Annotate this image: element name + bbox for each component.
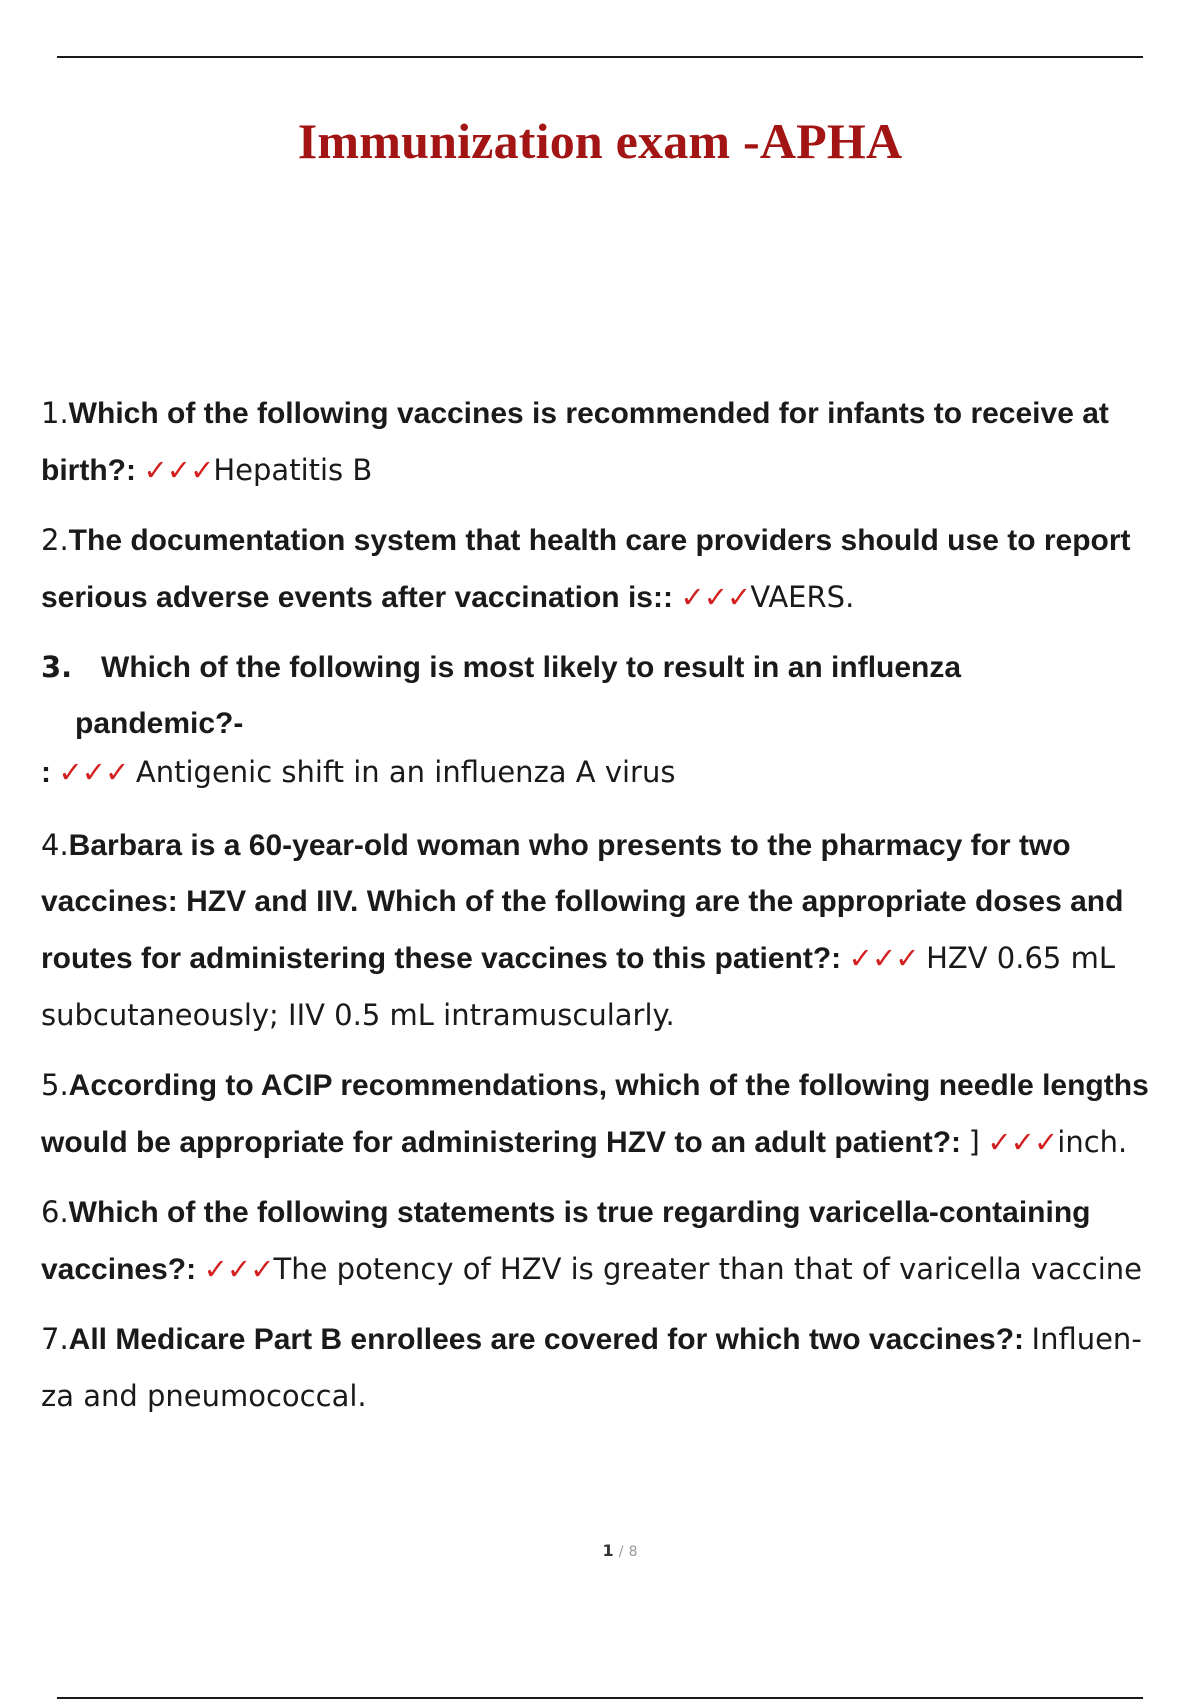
question-text: Which of the following vaccines is recommended for infants to receive at birth?:: [41, 397, 1109, 487]
question-5: [41, 1057, 1161, 1171]
question-number: 4.: [41, 828, 69, 862]
question-number: 2.: [41, 523, 69, 557]
answer-prefix: :: [41, 756, 51, 789]
question-number: 3.: [41, 650, 73, 684]
answer-prefix: ]: [968, 1125, 980, 1159]
top-rule: [57, 56, 1143, 58]
question-text: The documentation system that health care providers should use to report serious adverse events after vaccination is::: [41, 524, 1131, 614]
question-4: [41, 817, 1161, 1044]
question-1: [41, 385, 1161, 499]
question-2: [41, 512, 1161, 626]
checkmark-icon: ✓✓✓: [848, 941, 919, 975]
question-text: Which of the following statements is true regarding varicella-containing vaccines?:: [41, 1196, 1091, 1286]
question-3: [41, 639, 1161, 801]
answer-text: VAERS.: [750, 580, 855, 614]
answer-text: Antigenic shift in an influenza A virus: [135, 755, 676, 789]
checkmark-icon: ✓✓✓: [987, 1125, 1058, 1159]
total-pages: 8: [628, 1544, 638, 1560]
question-text: Barbara is a 60-year-old woman who presents to the pharmacy for two vaccines: HZV and IIV. Which of the following are the appropriate doses and routes for administering these vaccines to this patient?:: [41, 829, 1124, 975]
answer-text: HZV 0.65 mL subcutaneously; IIV 0.5 mL intramuscularly.: [41, 941, 1115, 1032]
question-number: 6.: [41, 1195, 69, 1229]
answer-text: Hepatitis B: [213, 453, 373, 487]
question-7: [41, 1311, 1161, 1425]
answer-text: The potency of HZV is greater than that of varicella vaccine: [273, 1252, 1142, 1286]
current-page: 1: [602, 1541, 614, 1560]
question-number: 1.: [41, 396, 69, 430]
question-list: [41, 385, 1161, 1438]
answer-text: Influen- za and pneumococcal.: [41, 1322, 1142, 1413]
question-number: 7.: [41, 1322, 69, 1356]
checkmark-icon: ✓✓✓: [680, 580, 751, 614]
question-text-line1: Which of the following is most likely to result in an influenza: [101, 651, 962, 684]
bottom-rule: [57, 1697, 1143, 1699]
question-text: [41, 639, 1161, 696]
checkmark-icon: ✓✓✓: [58, 755, 129, 789]
question-6: [41, 1184, 1161, 1298]
document-title: Immunization exam -APHA: [297, 113, 903, 169]
answer-text: inch.: [1057, 1125, 1128, 1159]
question-number: 5.: [41, 1068, 69, 1102]
page-separator: /: [618, 1544, 624, 1560]
page-indicator: [0, 1541, 1200, 1560]
question-text: According to ACIP recommendations, which of the following needle lengths would be appropriate for administering HZV to an adult patient?:: [41, 1069, 1149, 1159]
answer-line: [41, 744, 1161, 801]
question-text-line2: pandemic?-: [75, 707, 244, 740]
checkmark-icon: ✓✓✓: [143, 453, 214, 487]
checkmark-icon: ✓✓✓: [203, 1252, 274, 1286]
question-text: All Medicare Part B enrollees are covered for which two vaccines?:: [68, 1323, 1025, 1356]
